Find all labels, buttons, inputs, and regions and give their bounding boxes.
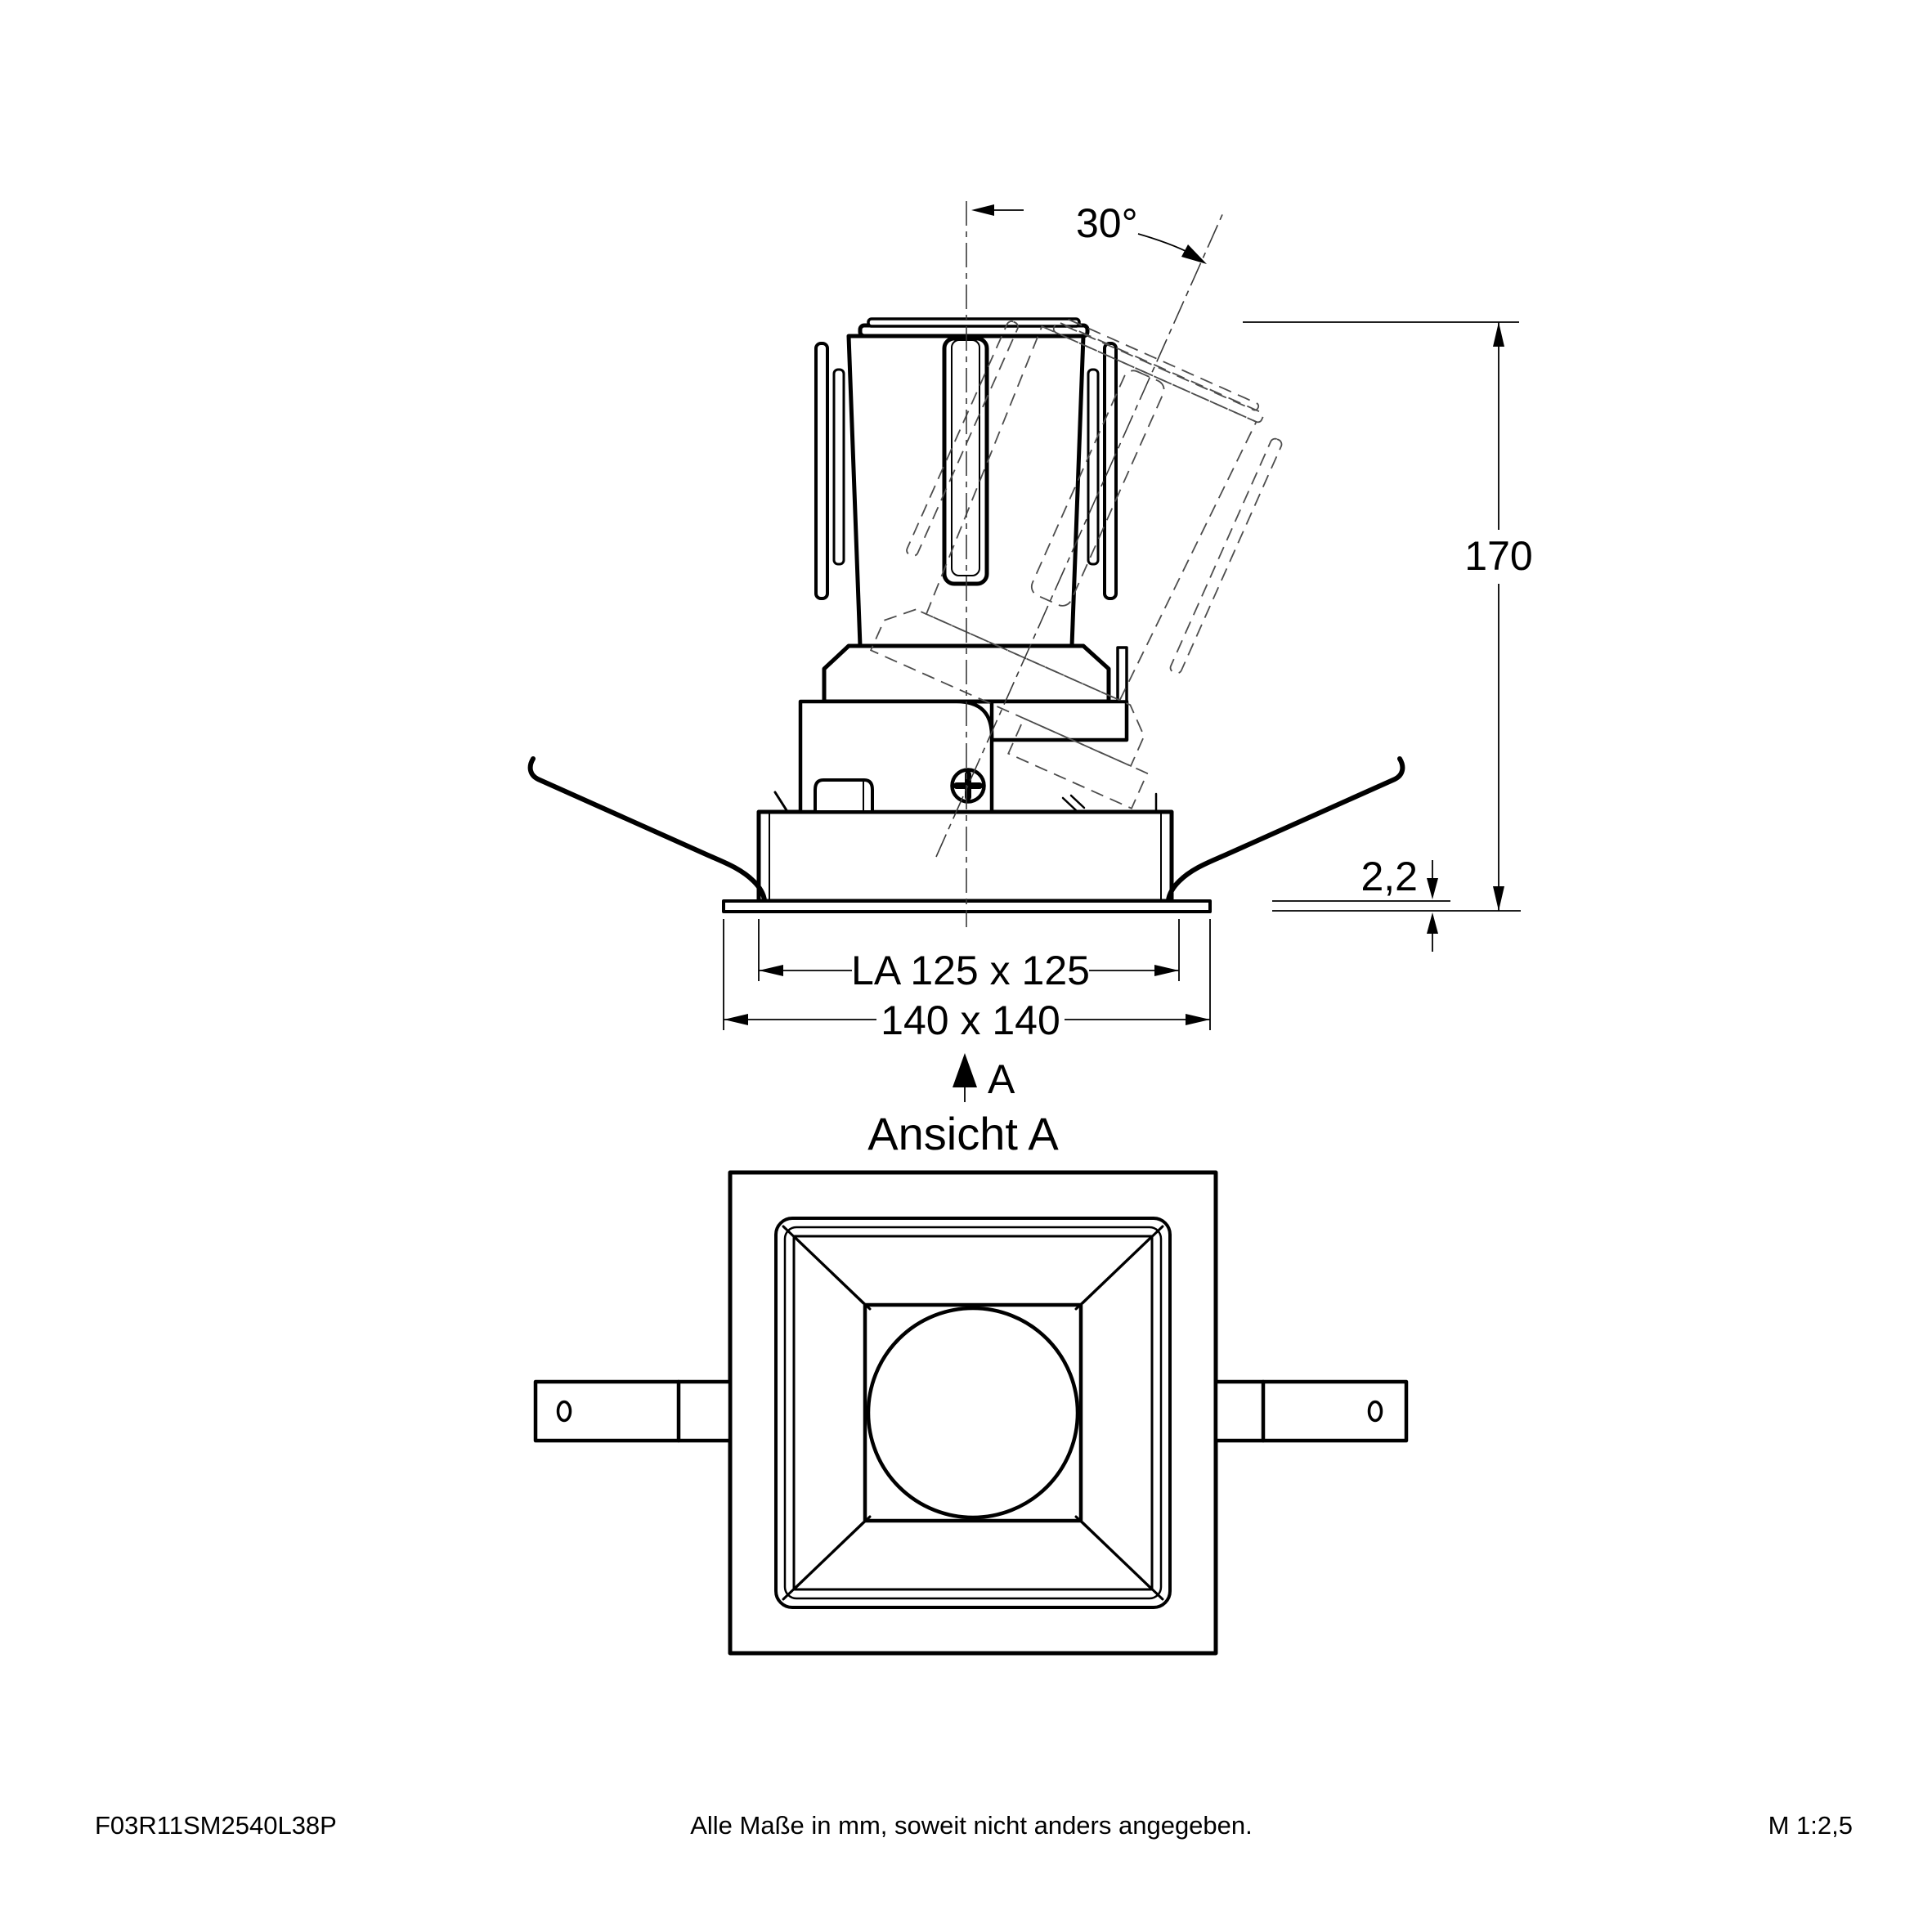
angle-arc-arrow	[1181, 244, 1207, 264]
fin-left-inner	[834, 370, 844, 564]
dimension-note: Alle Maße in mm, soweit nicht anders angegeben.	[690, 1811, 1253, 1840]
cooling-slot	[944, 338, 987, 584]
fixing-screw	[953, 770, 984, 802]
height-label: 170	[1464, 533, 1533, 579]
angle-leader-arrow	[971, 204, 994, 216]
side-view	[531, 200, 1533, 1102]
spring-clip-left	[531, 759, 764, 900]
view-marker-label: A	[988, 1056, 1015, 1102]
overall-label: 140 x 140	[881, 997, 1060, 1043]
angle-dimension	[971, 200, 1207, 264]
cutout-dimension	[759, 919, 1179, 993]
thickness-label: 2,2	[1360, 854, 1418, 899]
cap-top	[868, 319, 1079, 326]
mounting-tab-right	[1216, 1382, 1406, 1441]
article-number: F03R11SM2540L38P	[95, 1811, 337, 1840]
pivot-arm-upturn	[1118, 648, 1127, 702]
height-dimension	[1243, 322, 1533, 911]
mounting-tab-left	[536, 1382, 730, 1441]
frame-tick-mid-right	[1063, 796, 1084, 810]
fin-left-outer	[816, 343, 827, 598]
frame-tick-left	[775, 792, 787, 810]
fin-right-outer	[1105, 343, 1116, 598]
view-direction-marker	[953, 1053, 1015, 1102]
footer	[95, 1811, 1853, 1840]
angle-label: 30°	[1076, 200, 1138, 246]
thickness-dimension	[1272, 854, 1521, 952]
view-arrow-icon	[953, 1053, 977, 1087]
frame-box	[759, 812, 1172, 901]
fin-right-inner	[1088, 370, 1098, 564]
bottom-view-title: Ansicht A	[867, 1108, 1059, 1159]
bottom-view	[536, 1108, 1406, 1653]
scale-label: M 1:2,5	[1768, 1811, 1853, 1840]
cutout-label: LA 125 x 125	[851, 948, 1090, 993]
